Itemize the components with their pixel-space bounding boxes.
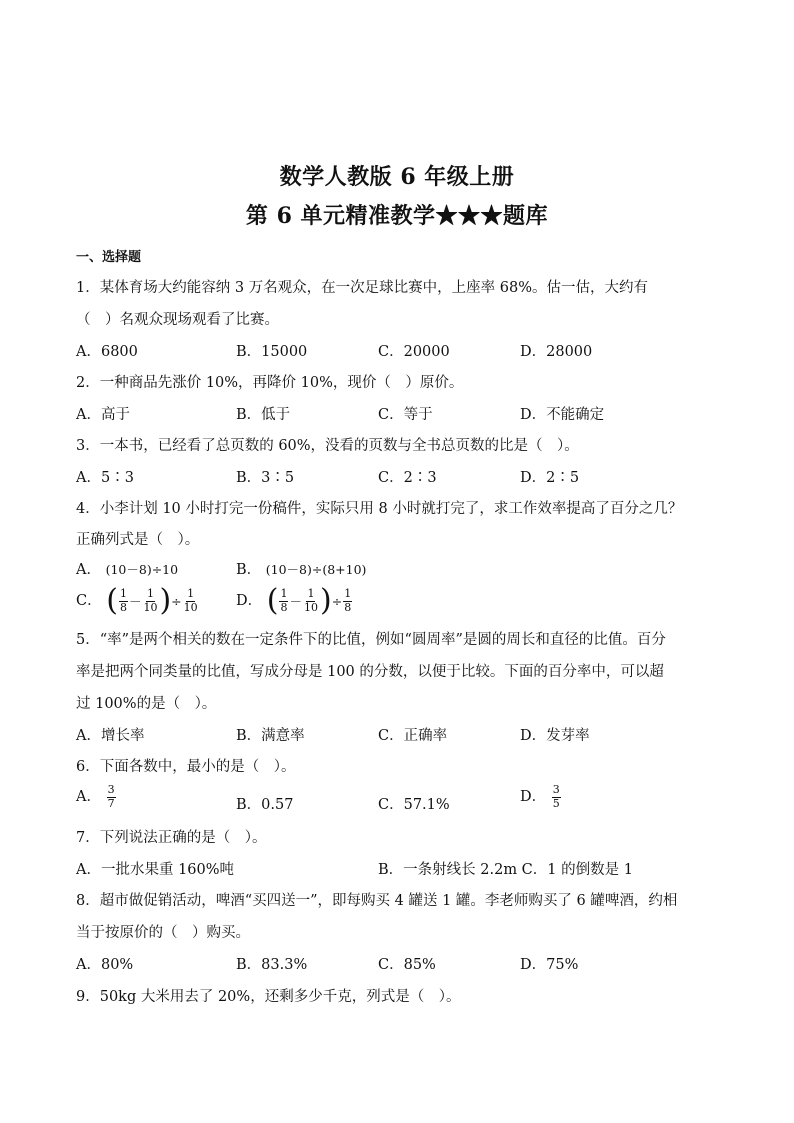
question-4-text: 4．小李计划 10 小时打完一份稿件，实际只用 8 小时就打完了，求工作效率提高了百分之几？ (76, 501, 683, 517)
q7-option-bc[interactable]: B．一条射线长 2.2m C．1 的倒数是 1 (378, 862, 633, 878)
q2-option-c[interactable]: C．等于 (378, 407, 433, 423)
question-1-text: 1．某体育场大约能容纳 3 万名观众，在一次足球比赛中，上座率 68%。估一估，大约有 (76, 280, 649, 296)
q2-option-b[interactable]: B．低于 (236, 407, 291, 423)
q8-option-c[interactable]: C．85% (378, 957, 436, 973)
q4-option-c-expression: ( $\frac{1}{8}$ － $\frac{1}{10}$ ) ÷ $\frac{1}{10}$ (106, 583, 198, 618)
q5-option-b[interactable]: B．满意率 (236, 728, 305, 744)
q7-option-a[interactable]: A．一批水果重 160%吨 (76, 862, 235, 878)
question-5-text: 5．“率”是两个相关的数在一定条件下的比值，例如“圆周率”是圆的周长和直径的比值。百分 (76, 632, 666, 648)
q3-option-b[interactable]: B．3∶5 (236, 470, 295, 486)
q4-option-c-label: C． (76, 593, 102, 609)
question-2-text: 2．一种商品先涨价 10%，再降价 10%，现价（ ）原价。 (76, 375, 464, 391)
question-4-text-cont: 正确列式是（ ）。 (76, 532, 200, 548)
question-5-text-cont1: 率是把两个同类量的比值，写成分母是 100 的分数，以便于比较。下面的百分率中，可以超 (76, 664, 664, 680)
q6-option-a-fraction: $\frac{3}{7}$ (107, 783, 115, 810)
q2-option-a[interactable]: A．高于 (76, 407, 130, 423)
q1-option-d[interactable]: D．28000 (520, 344, 593, 360)
q4-option-c[interactable] (76, 583, 200, 618)
q4-option-a[interactable] (76, 558, 178, 579)
q6-option-d-fraction: $\frac{3}{5}$ (552, 783, 560, 810)
question-8-text-cont: 当于按原价的（ ）购买。 (76, 925, 250, 941)
q5-option-d[interactable]: D．发芽率 (520, 728, 590, 744)
q1-option-b[interactable]: B．15000 (236, 344, 308, 360)
question-1-text-cont: （ ）名观众现场观看了比赛。 (76, 312, 279, 328)
page-subtitle: 第 6 单元精准教学★★★题库 (245, 203, 549, 229)
q5-option-c[interactable]: C．正确率 (378, 728, 448, 744)
q3-option-c[interactable]: C．2∶3 (378, 470, 437, 486)
question-6-text: 6．下面各数中，最小的是（ ）。 (76, 759, 296, 775)
page-title: 数学人教版 6 年级上册 (279, 164, 515, 190)
q8-option-b[interactable]: B．83.3% (236, 957, 308, 973)
q6-option-b[interactable]: B．0.57 (236, 797, 294, 813)
q2-option-d[interactable]: D．不能确定 (520, 407, 605, 423)
q4-option-d-label: D． (236, 593, 263, 609)
q3-option-a[interactable]: A．5∶3 (76, 470, 134, 486)
q5-option-a[interactable]: A．增长率 (76, 728, 145, 744)
q4-option-d[interactable] (236, 583, 353, 618)
q6-option-d[interactable] (520, 784, 562, 810)
q8-option-a[interactable]: A．80% (76, 957, 134, 973)
q4-option-b-expression: (10－8)÷(8+10) (265, 562, 367, 577)
q4-option-a-expression: (10－8)÷10 (105, 562, 179, 577)
q6-option-a-label: A． (76, 789, 101, 806)
q1-option-c[interactable]: C．20000 (378, 344, 450, 360)
q6-option-c[interactable]: C．57.1% (378, 797, 450, 813)
q4-option-a-label: A． (76, 562, 101, 578)
section-heading: 一、选择题 (76, 250, 142, 265)
question-7-text: 7．下列说法正确的是（ ）。 (76, 830, 267, 846)
q1-option-a[interactable]: A．6800 (76, 344, 138, 360)
q6-option-d-label: D． (520, 789, 547, 806)
q3-option-d[interactable]: D．2∶5 (520, 470, 580, 486)
question-5-text-cont2: 过 100%的是（ ）。 (76, 696, 217, 712)
question-9-text: 9．50kg 大米用去了 20%，还剩多少千克，列式是（ ）。 (76, 989, 461, 1005)
q4-option-d-expression: ( $\frac{1}{8}$ － $\frac{1}{10}$ ) ÷ $\frac{1}{8}$ (266, 583, 352, 618)
q4-option-b-label: B． (236, 562, 262, 578)
q6-option-a[interactable] (76, 784, 117, 810)
q8-option-d[interactable]: D．75% (520, 957, 579, 973)
q4-option-b[interactable] (236, 558, 366, 579)
question-8-text: 8．超市做促销活动，啤酒“买四送一”，即每购买 4 罐送 1 罐。李老师购买了 6 罐啤酒，约相 (76, 893, 678, 909)
question-3-text: 3．一本书，已经看了总页数的 60%，没看的页数与全书总页数的比是（ ）。 (76, 438, 579, 454)
